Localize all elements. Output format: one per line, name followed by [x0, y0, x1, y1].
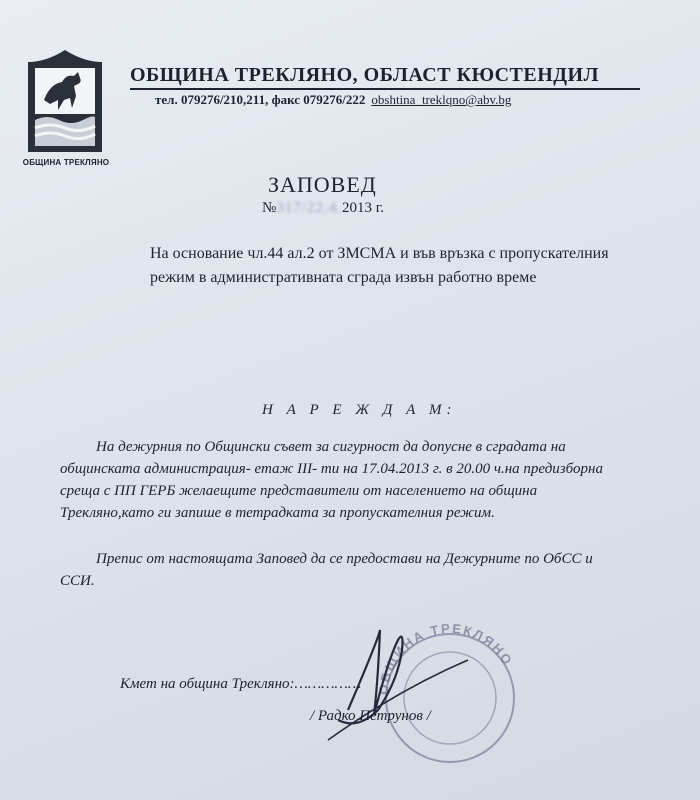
number-sign: №	[262, 200, 277, 216]
number-year: 2013 г.	[341, 200, 384, 216]
email-link[interactable]: obshtina_treklqno@abv.bg	[371, 92, 512, 107]
letterhead-divider	[130, 88, 640, 90]
document-number	[262, 200, 384, 217]
letterhead-title: ОБЩИНА ТРЕКЛЯНО, ОБЛАСТ КЮСТЕНДИЛ	[130, 64, 599, 86]
signature-label: Кмет на община Трекляно:……………	[120, 676, 362, 692]
document-title: ЗАПОВЕД	[268, 172, 377, 197]
order-paragraph-2	[60, 548, 620, 592]
order-heading: Н А Р Е Ж Д А М:	[262, 402, 457, 418]
signatory-name: / Радко Петрунов /	[310, 708, 431, 724]
redacted-number: 317/22.4.	[276, 200, 342, 216]
stamp-text: ОБЩИНА ТРЕКЛЯНО	[375, 620, 516, 696]
phone-fax: тел. 079276/210,211, факс 079276/222	[155, 92, 366, 107]
paragraph-2-text: Препис от настоящата Заповед да се предостави на Дежурните по ОбСС и ССИ.	[60, 551, 593, 589]
crest-caption: ОБЩИНА ТРЕКЛЯНО	[22, 158, 110, 167]
municipality-crest-icon	[22, 48, 108, 164]
svg-text:ОБЩИНА ТРЕКЛЯНО	[376, 621, 516, 696]
letterhead-contacts	[155, 92, 511, 108]
order-paragraph-1	[60, 436, 620, 524]
official-stamp-icon	[318, 620, 518, 770]
paragraph-1-text: На дежурния по Общински съвет за сигурност да допусне в сградата на общинската администрация- етаж III- ти на 17.04.2013 г. в 20.00 ч.на предизборна среща с ПП ГЕРБ желаещите представители от населението на община Трекляно,като ги запише в тетрадката за пропускателния режим.	[60, 439, 603, 521]
preamble-text: На основание чл.44 ал.2 от ЗМСМА и във връзка с пропускателния режим в административната сграда извън работно време	[150, 245, 609, 286]
